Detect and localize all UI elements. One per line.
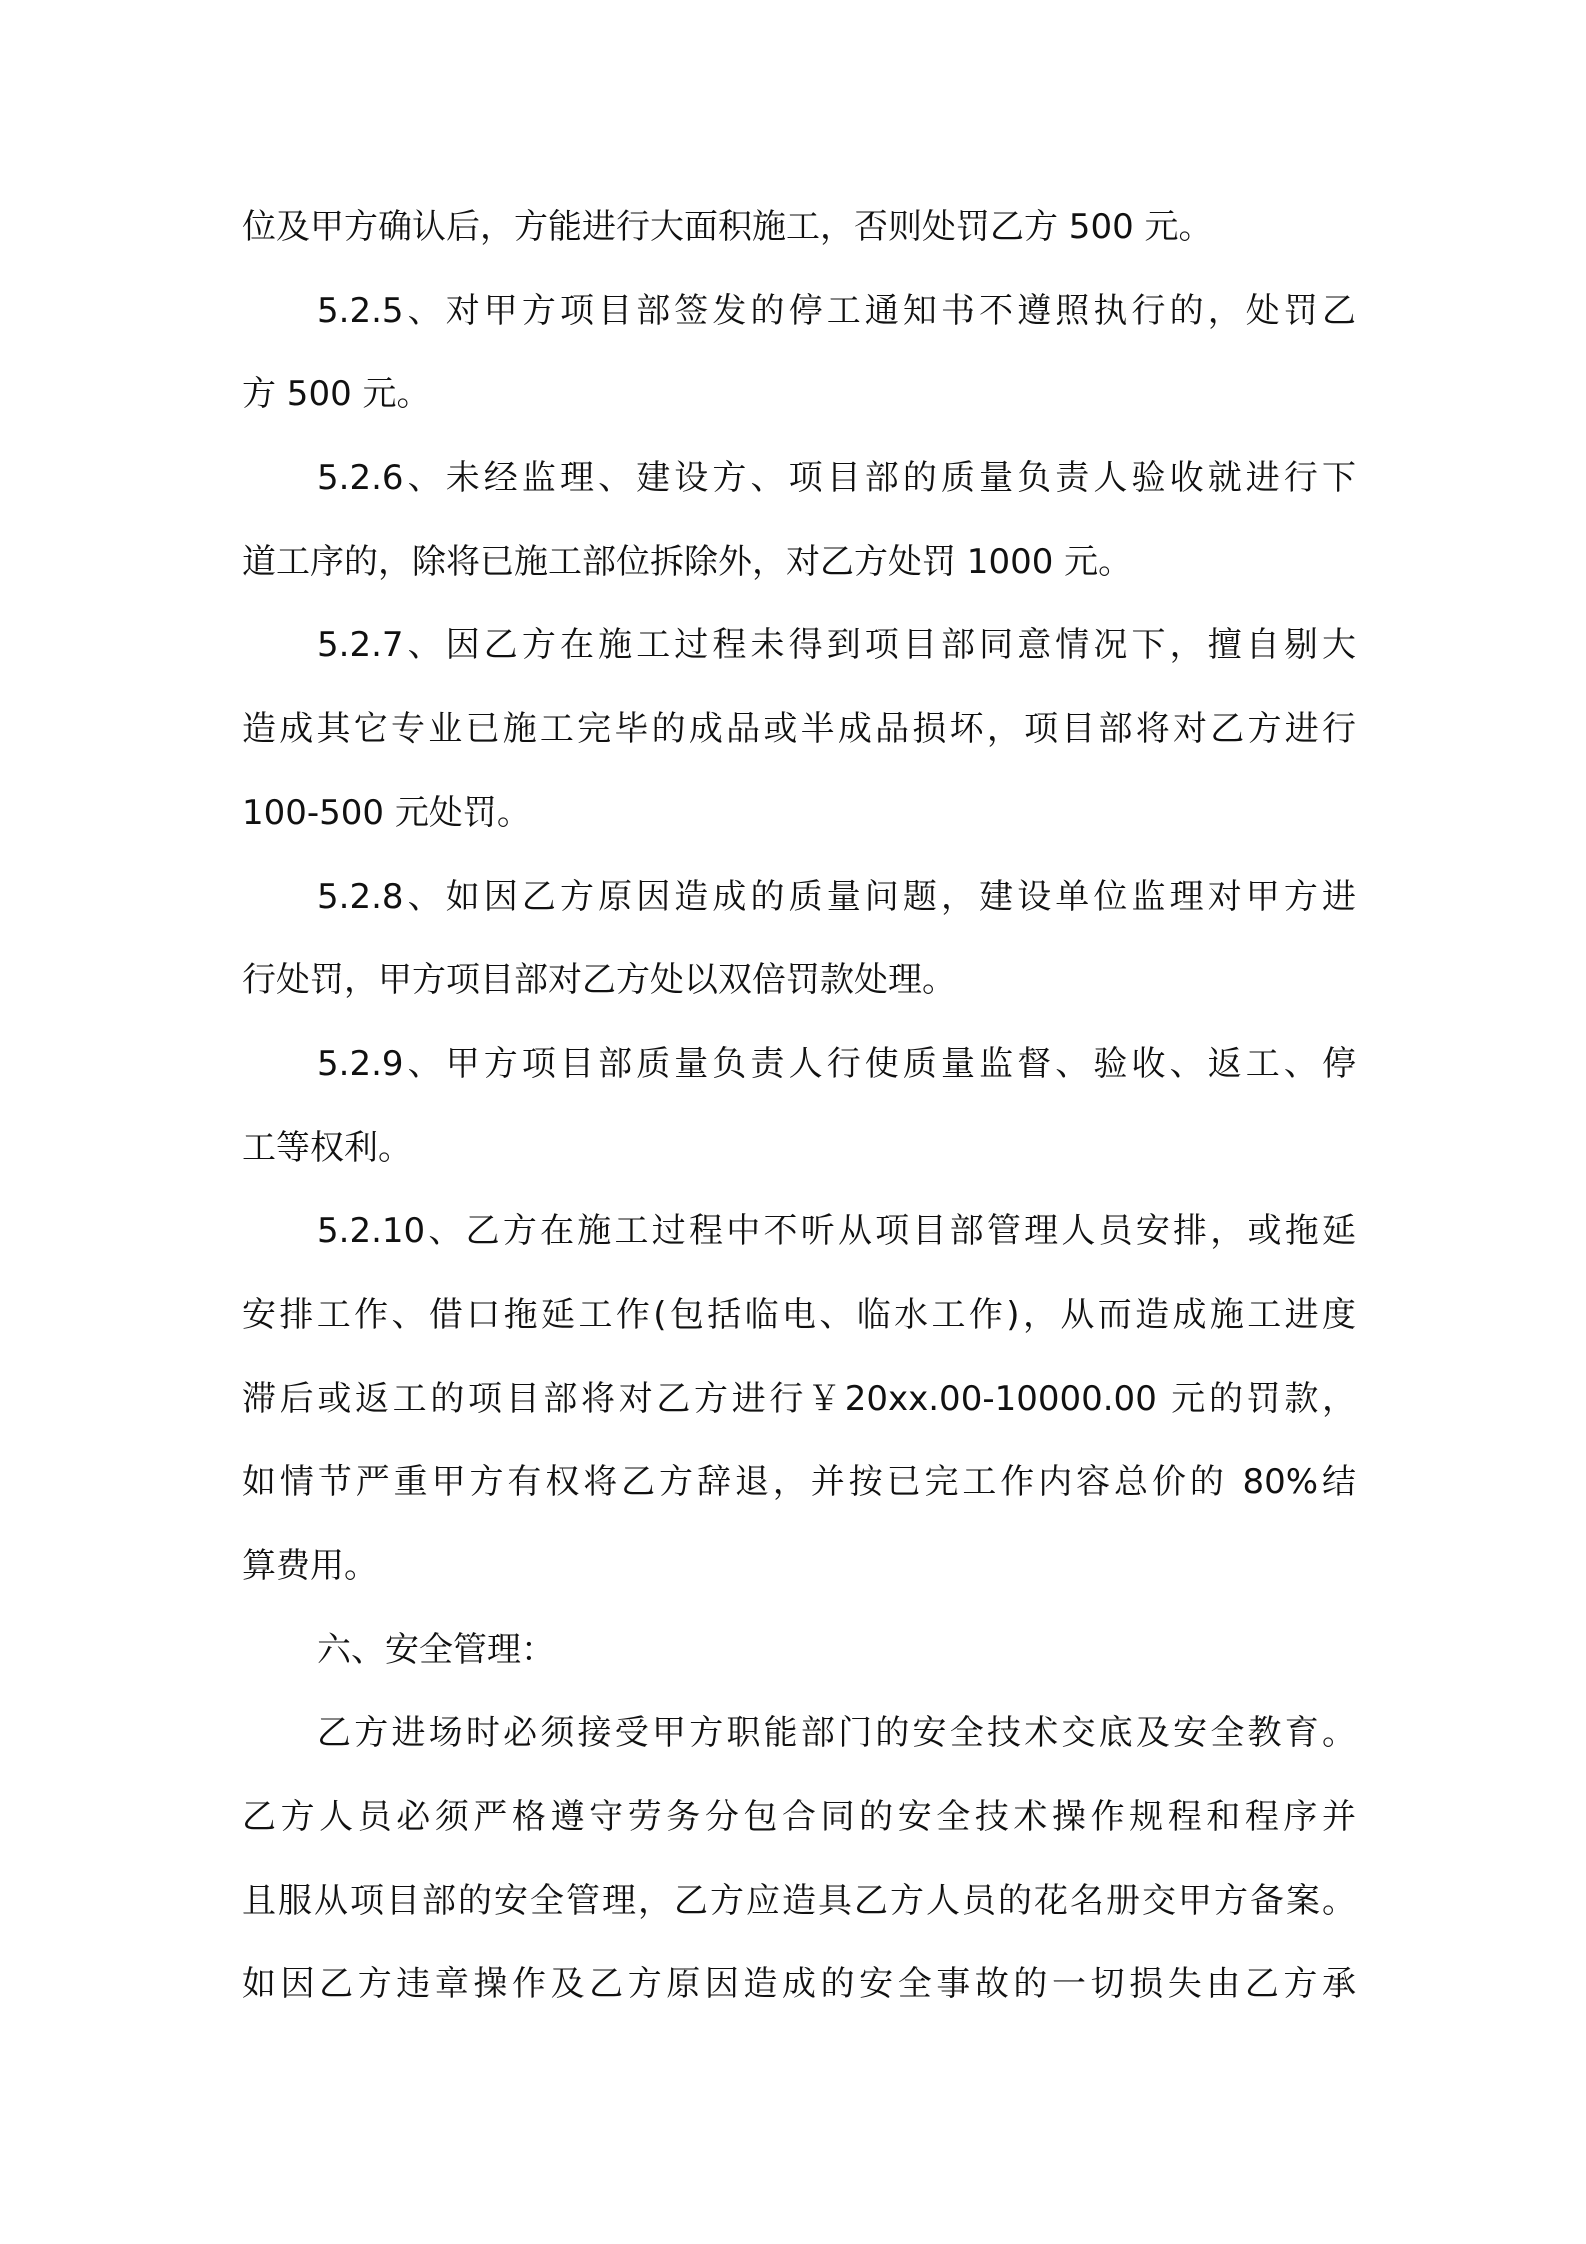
text-line: 安排工作、借口拖延工作(包括临电、临水工作)，从而造成施工进度 [242,1294,1356,1335]
text-line: 乙方人员必须严格遵守劳务分包合同的安全技术操作规程和程序并 [242,1797,1356,1838]
text-line: 道工序的，除将已施工部位拆除外，对乙方处罚 1000 元。 [242,541,1133,582]
text-line: 5.2.9、甲方项目部质量负责人行使质量监督、验收、返工、停 [317,1043,1356,1084]
text-line: 5.2.7、因乙方在施工过程未得到项目部同意情况下，擅自剔大 [317,625,1356,666]
text-line: 方 500 元。 [242,374,431,415]
text-line: 位及甲方确认后，方能进行大面积施工，否则处罚乙方 500 元。 [242,207,1213,247]
text-line: 六、安全管理： [317,1629,555,1670]
text-line: 造成其它专业已施工完毕的成品或半成品损坏，项目部将对乙方进行 [242,709,1356,750]
text-line: 算费用。 [242,1546,378,1586]
text-line: 5.2.10、乙方在施工过程中不听从项目部管理人员安排，或拖延 [317,1211,1356,1252]
text-line: 滞后或返工的项目部将对乙方进行￥20xx.00-10000.00 元的罚款， [242,1378,1356,1419]
text-line: 乙方进场时必须接受甲方职能部门的安全技术交底及安全教育。 [317,1713,1356,1754]
text-line: 且服从项目部的安全管理，乙方应造具乙方人员的花名册交甲方备案。 [242,1880,1356,1921]
document-page [242,186,1356,2027]
text-line: 工等权利。 [242,1127,412,1168]
text-line: 5.2.6、未经监理、建设方、项目部的质量负责人验收就进行下 [317,458,1356,499]
text-line: 5.2.8、如因乙方原因造成的质量问题，建设单位监理对甲方进 [317,876,1356,917]
text-line: 如因乙方违章操作及乙方原因造成的安全事故的一切损失由乙方承 [242,1964,1356,2005]
text-line: 100-500 元处罚。 [242,792,531,833]
text-line: 5.2.5、对甲方项目部签发的停工通知书不遵照执行的，处罚乙 [317,290,1356,331]
text-line: 行处罚，甲方项目部对乙方处以双倍罚款处理。 [242,960,956,1001]
text-line: 如情节严重甲方有权将乙方辞退，并按已完工作内容总价的 80%结 [242,1462,1356,1503]
